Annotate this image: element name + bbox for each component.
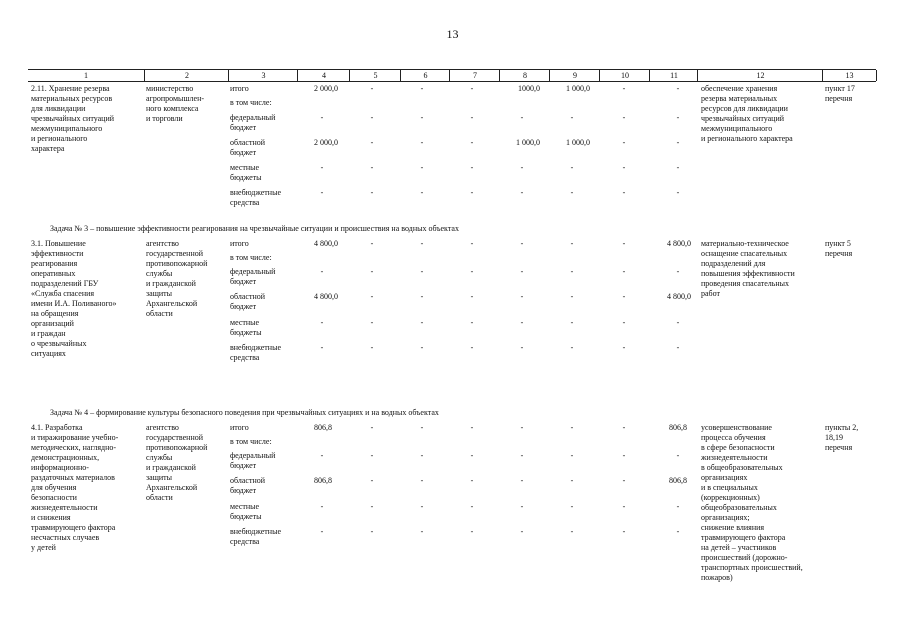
dash: -	[370, 84, 374, 93]
row-4-1-itogo-total: 806,8	[314, 423, 332, 432]
col-header-1: 1	[84, 71, 88, 80]
dash: -	[370, 423, 374, 432]
row-2-11-result: обеспечение хранения резерва материальных ресурсов для ликвидации чрезвычайных ситуаций межмуниципального и регионального характера	[701, 84, 793, 143]
dash: -	[570, 188, 574, 197]
dash: -	[520, 267, 524, 276]
dash: -	[420, 451, 424, 460]
row-2-11-executor: министерство агропромышлен- ного комплекса и торговли	[146, 84, 205, 123]
dash: -	[622, 292, 626, 301]
task-4-heading: Задача № 4 – формирование культуры безопасного поведения при чрезвычайных ситуациях и на водных объектах	[50, 408, 439, 417]
dash: -	[622, 188, 626, 197]
dash: -	[420, 502, 424, 511]
row-2-11-label-fed: федеральный бюджет	[230, 113, 276, 132]
dash: -	[676, 451, 680, 460]
col-header-8: 8	[499, 70, 550, 81]
dash: -	[470, 239, 474, 248]
dash: -	[622, 163, 626, 172]
dash: -	[570, 113, 574, 122]
col-header-13: 13	[822, 70, 877, 81]
row-4-1-label-mest: местные бюджеты	[230, 502, 262, 521]
dash: -	[320, 451, 324, 460]
row-2-11-obl-c8: 1 000,0	[516, 138, 540, 147]
dash: -	[622, 502, 626, 511]
row-3-1-label-vtom: в том числе:	[230, 253, 272, 262]
col-header-9: 9	[549, 70, 600, 81]
dash: -	[420, 423, 424, 432]
dash: -	[420, 527, 424, 536]
dash: -	[676, 188, 680, 197]
col-header-11: 11	[649, 70, 698, 81]
dash: -	[520, 476, 524, 485]
row-3-1-ref: пункт 5 перечня	[825, 239, 853, 258]
dash: -	[676, 502, 680, 511]
dash: -	[370, 451, 374, 460]
dash: -	[470, 476, 474, 485]
dash: -	[420, 476, 424, 485]
row-4-1-itogo-c11: 806,8	[669, 423, 687, 432]
row-3-1-obl-total: 4 800,0	[314, 292, 338, 301]
dash: -	[520, 423, 524, 432]
row-2-11-itogo-total: 2 000,0	[314, 84, 338, 93]
col-header-3: 3	[228, 70, 298, 81]
row-3-1-label-itogo: итого	[230, 239, 249, 248]
dash: -	[622, 239, 626, 248]
dash: -	[520, 502, 524, 511]
dash: -	[520, 318, 524, 327]
dash: -	[622, 267, 626, 276]
dash: -	[570, 267, 574, 276]
row-4-1-name: 4.1. Разработка и тиражирование учебно- методических, наглядно- демонстрационных, информационно- раздаточных материалов для обучения безопасности жизнедеятельности и снижения травмирующего фактора несчастных случаев у детей	[31, 423, 119, 552]
row-2-11-obl-c9: 1 000,0	[566, 138, 590, 147]
row-4-1-ref: пункты 2, 18,19 перечня	[825, 423, 859, 452]
dash: -	[320, 267, 324, 276]
dash: -	[520, 343, 524, 352]
row-3-1-result: материально-техническое оснащение спасательных подразделений для повышения эффективности проведения спасательных работ	[701, 239, 795, 298]
dash: -	[470, 188, 474, 197]
dash: -	[370, 163, 374, 172]
dash: -	[520, 292, 524, 301]
row-3-1-itogo-c11: 4 800,0	[667, 239, 691, 248]
dash: -	[676, 113, 680, 122]
dash: -	[570, 163, 574, 172]
column-header-row	[28, 69, 876, 82]
row-2-11-label-vtom: в том числе:	[230, 98, 272, 107]
dash: -	[470, 423, 474, 432]
row-4-1-obl-total: 806,8	[314, 476, 332, 485]
dash: -	[570, 476, 574, 485]
dash: -	[520, 188, 524, 197]
dash: -	[570, 423, 574, 432]
dash: -	[320, 188, 324, 197]
col-header-6: 6	[400, 70, 450, 81]
dash: -	[370, 138, 374, 147]
dash: -	[622, 423, 626, 432]
dash: -	[470, 527, 474, 536]
row-3-1-label-fed: федеральный бюджет	[230, 267, 276, 286]
row-2-11-itogo-c8: 1000,0	[518, 84, 540, 93]
row-4-1-label-obl: областной бюджет	[230, 476, 266, 495]
dash: -	[420, 113, 424, 122]
dash: -	[570, 502, 574, 511]
dash: -	[520, 451, 524, 460]
dash: -	[470, 138, 474, 147]
dash: -	[370, 267, 374, 276]
dash: -	[676, 343, 680, 352]
dash: -	[622, 113, 626, 122]
dash: -	[420, 188, 424, 197]
row-4-1-label-itogo: итого	[230, 423, 249, 432]
col-header-2: 2	[144, 70, 229, 81]
row-3-1-itogo-total: 4 800,0	[314, 239, 338, 248]
dash: -	[570, 343, 574, 352]
col-header-4: 4	[297, 70, 350, 81]
dash: -	[622, 138, 626, 147]
task-3-heading: Задача № 3 – повышение эффективности реагирования на чрезвычайные ситуации и происшествия на водных объектах	[50, 224, 459, 233]
row-2-11-label-vneb: внебюджетные средства	[230, 188, 281, 207]
dash: -	[676, 84, 680, 93]
dash: -	[370, 502, 374, 511]
dash: -	[420, 343, 424, 352]
row-4-1-label-vtom: в том числе:	[230, 437, 272, 446]
row-2-11-label-obl: областной бюджет	[230, 138, 266, 157]
dash: -	[570, 527, 574, 536]
dash: -	[520, 113, 524, 122]
dash: -	[370, 343, 374, 352]
row-4-1-label-fed: федеральный бюджет	[230, 451, 276, 470]
dash: -	[320, 163, 324, 172]
row-2-11-label-mest: местные бюджеты	[230, 163, 262, 182]
dash: -	[470, 113, 474, 122]
dash: -	[370, 113, 374, 122]
dash: -	[676, 318, 680, 327]
row-2-11-obl-total: 2 000,0	[314, 138, 338, 147]
dash: -	[370, 239, 374, 248]
dash: -	[622, 84, 626, 93]
dash: -	[676, 138, 680, 147]
dash: -	[370, 527, 374, 536]
dash: -	[570, 451, 574, 460]
dash: -	[320, 527, 324, 536]
dash: -	[622, 476, 626, 485]
dash: -	[420, 239, 424, 248]
dash: -	[470, 502, 474, 511]
row-3-1-label-obl: областной бюджет	[230, 292, 266, 311]
dash: -	[520, 163, 524, 172]
row-4-1-label-vneb: внебюджетные средства	[230, 527, 281, 546]
dash: -	[470, 84, 474, 93]
row-2-11-ref: пункт 17 перечня	[825, 84, 855, 103]
dash: -	[320, 318, 324, 327]
dash: -	[676, 163, 680, 172]
dash: -	[420, 318, 424, 327]
dash: -	[420, 267, 424, 276]
dash: -	[420, 84, 424, 93]
row-4-1-result: усовершенствование процесса обучения в сфере безопасности жизнедеятельности в общеобразовательных организациях и в специальных (коррекционных) общеобразовательных организациях; снижение влияния травмирующего фактора на детей – участников происшествий (дорожно- транспортных происшествий, пожаров)	[701, 423, 803, 582]
dash: -	[420, 292, 424, 301]
row-3-1-obl-c11: 4 800,0	[667, 292, 691, 301]
dash: -	[370, 318, 374, 327]
dash: -	[622, 318, 626, 327]
row-2-11-itogo-c9: 1 000,0	[566, 84, 590, 93]
dash: -	[622, 451, 626, 460]
dash: -	[470, 267, 474, 276]
dash: -	[370, 476, 374, 485]
dash: -	[320, 502, 324, 511]
dash: -	[370, 292, 374, 301]
dash: -	[470, 163, 474, 172]
dash: -	[420, 163, 424, 172]
row-4-1-obl-c11: 806,8	[669, 476, 687, 485]
dash: -	[570, 292, 574, 301]
dash: -	[520, 239, 524, 248]
dash: -	[470, 343, 474, 352]
row-2-11-name: 2.11. Хранение резерва материальных ресурсов для ликвидации чрезвычайных ситуаций межмуниципального и регионального характера	[31, 84, 115, 153]
row-3-1-label-mest: местные бюджеты	[230, 318, 262, 337]
dash: -	[622, 343, 626, 352]
col-header-5: 5	[349, 70, 401, 81]
dash: -	[622, 527, 626, 536]
row-3-1-name: 3.1. Повышение эффективности реагирования оперативных подразделений ГБУ «Служба спасения имени И.А. Поливаного» на обращения организаций и граждан о чрезвычайных ситуациях	[31, 239, 117, 358]
dash: -	[570, 239, 574, 248]
row-2-11-label-itogo: итого	[230, 84, 249, 93]
dash: -	[420, 138, 424, 147]
page-number: 13	[446, 27, 459, 41]
dash: -	[370, 188, 374, 197]
dash: -	[470, 318, 474, 327]
col-header-12: 12	[697, 70, 823, 81]
col-header-7: 7	[449, 70, 500, 81]
dash: -	[520, 527, 524, 536]
dash: -	[676, 527, 680, 536]
dash: -	[676, 267, 680, 276]
row-4-1-executor: агентство государственной противопожарной службы и гражданской защиты Архангельской области	[146, 423, 208, 502]
row-3-1-label-vneb: внебюджетные средства	[230, 343, 281, 362]
dash: -	[320, 343, 324, 352]
dash: -	[470, 451, 474, 460]
col-header-10: 10	[599, 70, 650, 81]
dash: -	[320, 113, 324, 122]
dash: -	[470, 292, 474, 301]
row-3-1-executor: агентство государственной противопожарной службы и гражданской защиты Архангельской области	[146, 239, 208, 318]
dash: -	[570, 318, 574, 327]
